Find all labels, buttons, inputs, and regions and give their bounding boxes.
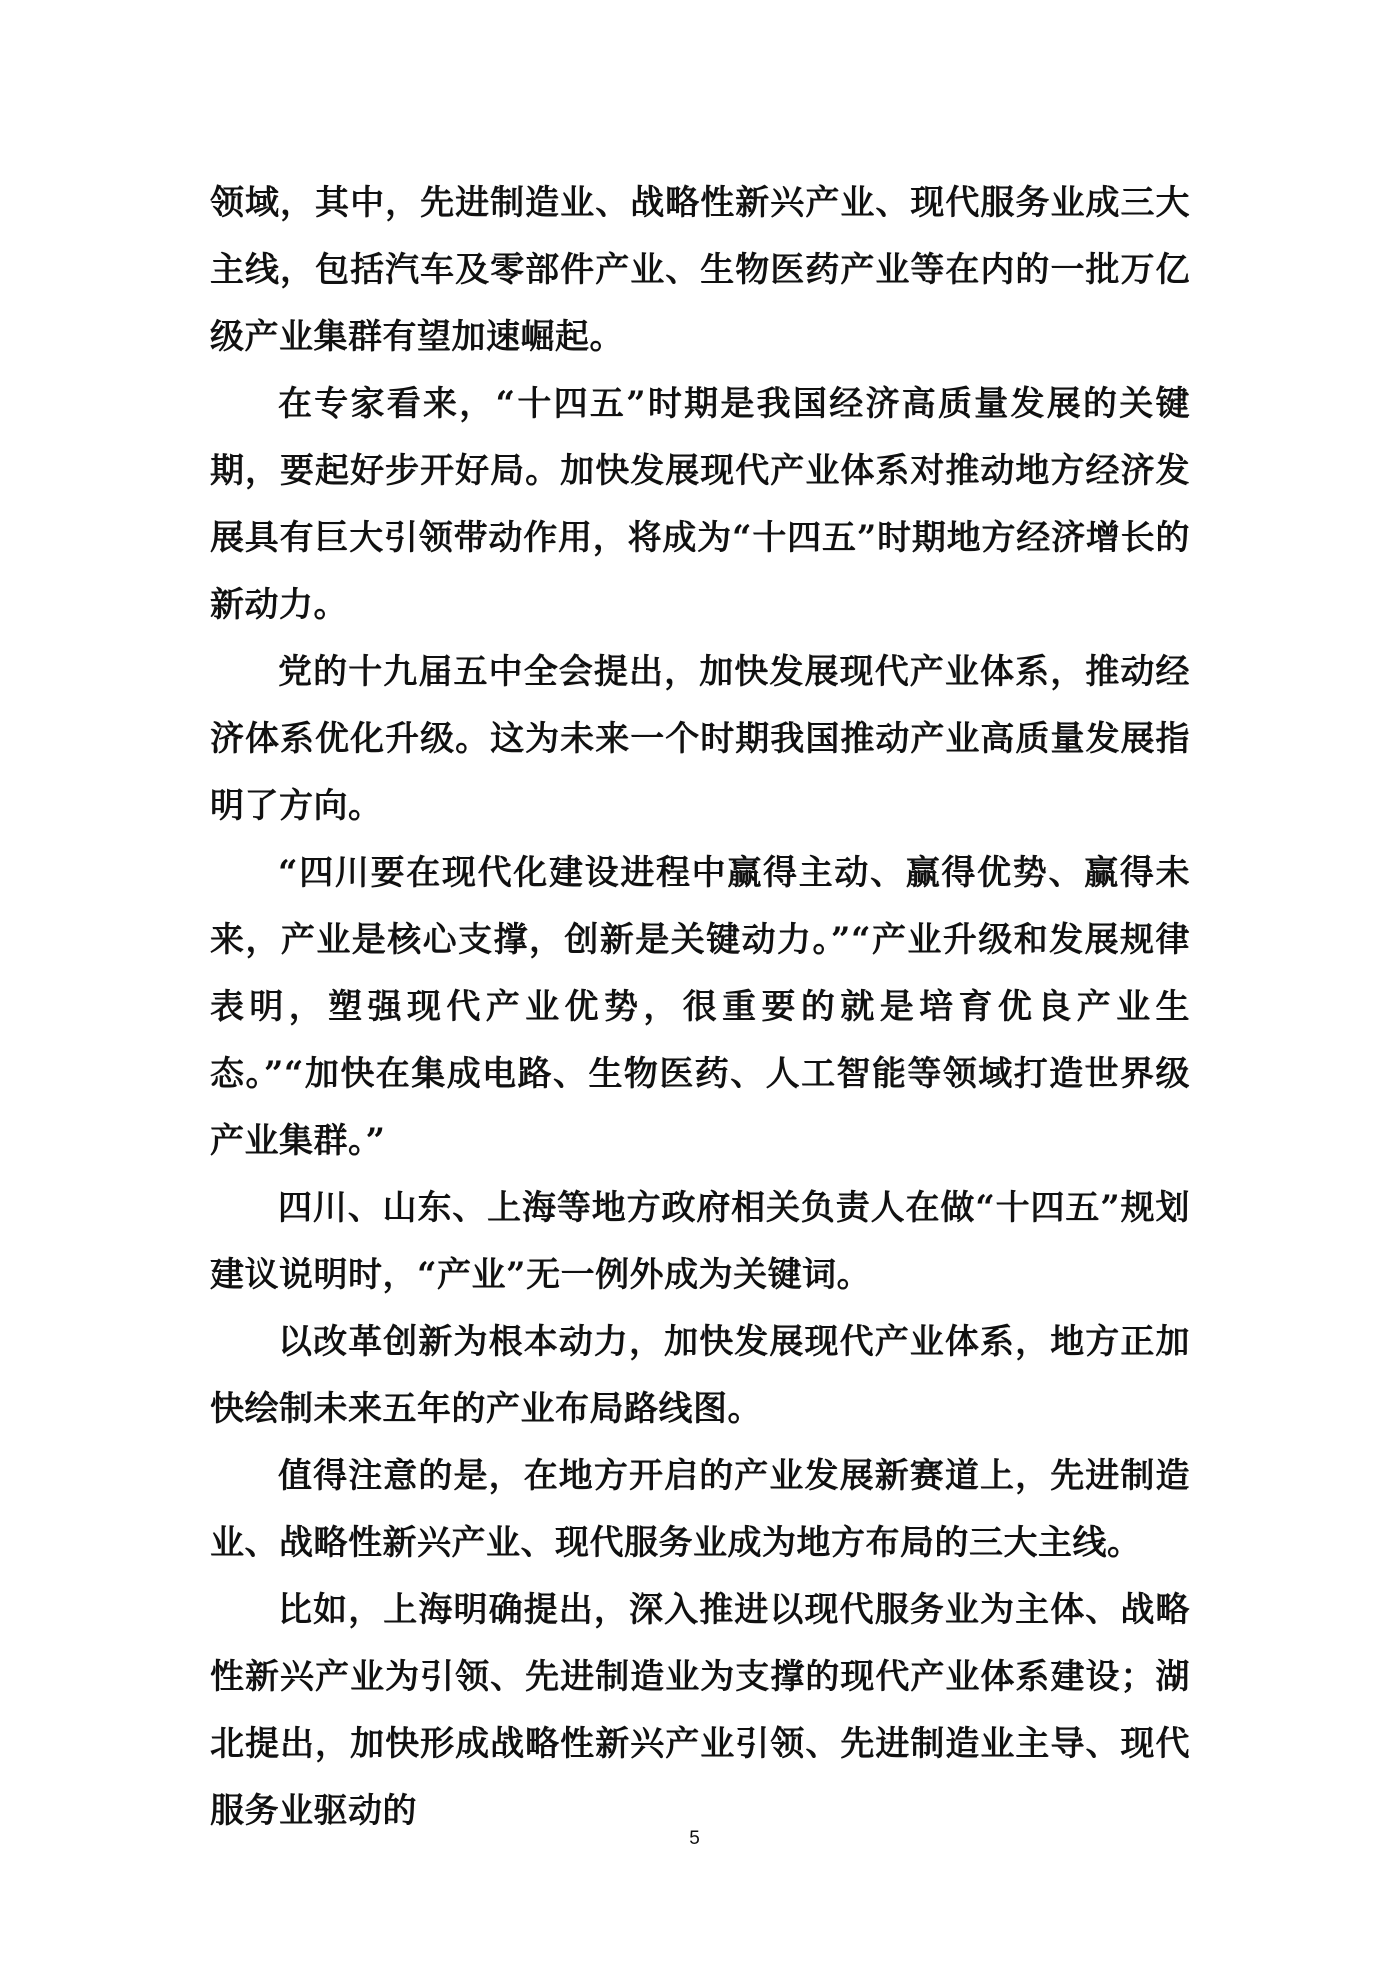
paragraph-6: 以改革创新为根本动力，加快发展现代产业体系，地方正加快绘制未来五年的产业布局路线图。 xyxy=(210,1322,1190,1429)
paragraph-1: 领域，其中，先进制造业、战略性新兴产业、现代服务业成三大主线，包括汽车及零部件产业、生物医药产业等在内的一批万亿级产业集群有望加速崛起。 xyxy=(210,183,1190,357)
paragraph-5: 四川、山东、上海等地方政府相关负责人在做“十四五”规划建议说明时，“产业”无一例外成为关键词。 xyxy=(210,1188,1190,1295)
paragraph-8: 比如，上海明确提出，深入推进以现代服务业为主体、战略性新兴产业为引领、先进制造业为支撑的现代产业体系建设；湖北提出，加快形成战略性新兴产业引领、先进制造业主导、现代服务业驱动的 xyxy=(210,1590,1190,1831)
paragraph-4: “四川要在现代化建设进程中赢得主动、赢得优势、赢得未来，产业是核心支撑，创新是关键动力。”“产业升级和发展规律表明，塑强现代产业优势，很重要的就是培育优良产业生态。”“加快在集成电路、生物医药、人工智能等领域打造世界级产业集群。” xyxy=(210,853,1190,1161)
paragraph-2: 在专家看来，“十四五”时期是我国经济高质量发展的关键期，要起好步开好局。加快发展现代产业体系对推动地方经济发展具有巨大引领带动作用，将成为“十四五”时期地方经济增长的新动力。 xyxy=(210,384,1190,625)
paragraph-7: 值得注意的是，在地方开启的产业发展新赛道上，先进制造业、战略性新兴产业、现代服务业成为地方布局的三大主线。 xyxy=(210,1456,1190,1563)
page-number: 5 xyxy=(689,1828,700,1849)
body-text xyxy=(210,170,1190,1845)
paragraph-3: 党的十九届五中全会提出，加快发展现代产业体系，推动经济体系优化升级。这为未来一个时期我国推动产业高质量发展指明了方向。 xyxy=(210,652,1190,826)
